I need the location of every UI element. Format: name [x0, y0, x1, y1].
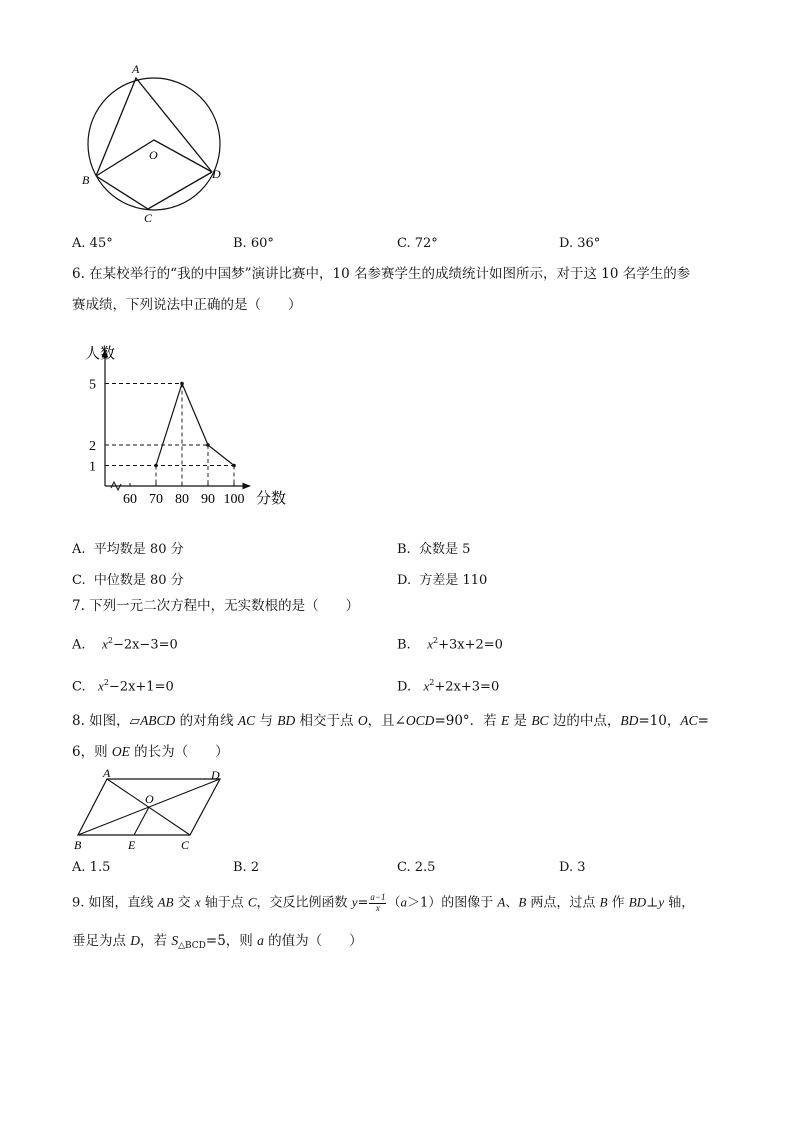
y-tick-label-5: 5: [89, 377, 96, 393]
data-point-70: [154, 464, 158, 468]
q7-option-a[interactable]: A. $x^2-2x-3=0$: [72, 636, 178, 653]
point-label-B: B: [74, 838, 82, 852]
q5-option-d[interactable]: D. 36°: [559, 236, 601, 251]
point-label-C: C: [181, 838, 190, 852]
q7-option-d[interactable]: D. $x^2+2x+3=0$: [397, 678, 500, 695]
q6-option-b[interactable]: B. 众数是 5: [397, 542, 471, 557]
q5-option-a[interactable]: A. 45°: [72, 236, 113, 251]
q8-option-a[interactable]: A. 1.5: [72, 860, 111, 875]
q5-option-c[interactable]: C. 72°: [397, 236, 438, 251]
point-label-A: A: [132, 62, 140, 76]
q8-option-d[interactable]: D. 3: [559, 860, 586, 875]
q5-option-b[interactable]: B. 60°: [233, 236, 274, 251]
q7-option-c[interactable]: C. $x^2-2x+1=0$: [72, 678, 174, 695]
point-label-C: C: [144, 211, 153, 225]
x-tick-label-60: 60: [123, 492, 137, 507]
x-tick-label-70: 70: [149, 492, 163, 507]
y-tick-label-2: 2: [89, 439, 96, 454]
q8-stem-line1: 8. 如图，▱ABCD 的对角线 AC 与 BD 相交于点 O，且∠OCD=90°．若 E 是 BC 边的中点，BD=10，AC=: [72, 713, 709, 729]
q8-option-b[interactable]: B. 2: [233, 860, 260, 875]
circle-outline: [88, 78, 220, 210]
q8-parallelogram-figure: [70, 767, 240, 855]
y-axis-label: 人数: [85, 346, 116, 362]
q8-stem-line2: 6，则 OE 的长为（ ）: [72, 744, 229, 760]
axis-break-mark: [111, 482, 121, 490]
q8-option-c[interactable]: C. 2.5: [397, 860, 436, 875]
point-label-D: D: [212, 167, 221, 181]
x-tick-label-90: 90: [201, 492, 215, 507]
data-point-90: [206, 443, 210, 447]
q6-stem-line1: 6. 在某校举行的“我的中国梦”演讲比赛中，10 名参赛学生的成绩统计如图所示，对于这 10 名学生的参: [72, 266, 691, 282]
point-label-O: O: [149, 148, 158, 162]
q9-stem-line1: 9. 如图，直线 AB 交 x 轴于点 C，交反比例函数 y= $\frac{a-1}{x}$ （a＞1）的图像于 A、B 两点，过点 B 作 BD⊥y 轴，: [72, 892, 695, 913]
point-label-D: D: [211, 768, 220, 782]
x-tick-label-100: 100: [223, 492, 245, 507]
q6-option-a[interactable]: A. 平均数是 80 分: [72, 542, 184, 557]
segment-OE: [134, 807, 149, 835]
segment-BCD: [96, 172, 212, 209]
x-axis-label: 分数: [256, 491, 287, 507]
q6-stem-line2: 赛成绩，下列说法中正确的是（ ）: [72, 297, 302, 313]
data-point-80: [180, 382, 184, 386]
point-label-E: E: [128, 838, 136, 852]
data-point-100: [232, 464, 236, 468]
x-tick-label-80: 80: [175, 492, 189, 507]
q7-option-b[interactable]: B. $x^2+3x+2=0$: [397, 636, 503, 653]
q6-option-d[interactable]: D. 方差是 110: [397, 573, 488, 588]
q6-option-c[interactable]: C. 中位数是 80 分: [72, 573, 184, 588]
q7-stem: 7. 下列一元二次方程中，无实数根的是（ ）: [72, 598, 360, 614]
q5-circle-figure: [80, 60, 240, 225]
point-label-A: A: [103, 767, 111, 780]
fraction-a-minus-1-over-x: $\frac{a-1}{x}$: [370, 892, 386, 913]
point-label-B: B: [82, 173, 90, 187]
q9-stem-line2: 垂足为点 D，若 $S_{\triangle BCD}=5$，则 a 的值为（ ）: [72, 933, 363, 951]
series-line: [156, 384, 234, 466]
q6-line-chart: [80, 338, 300, 510]
point-label-O: O: [145, 792, 154, 806]
y-tick-label-1: 1: [89, 459, 96, 475]
